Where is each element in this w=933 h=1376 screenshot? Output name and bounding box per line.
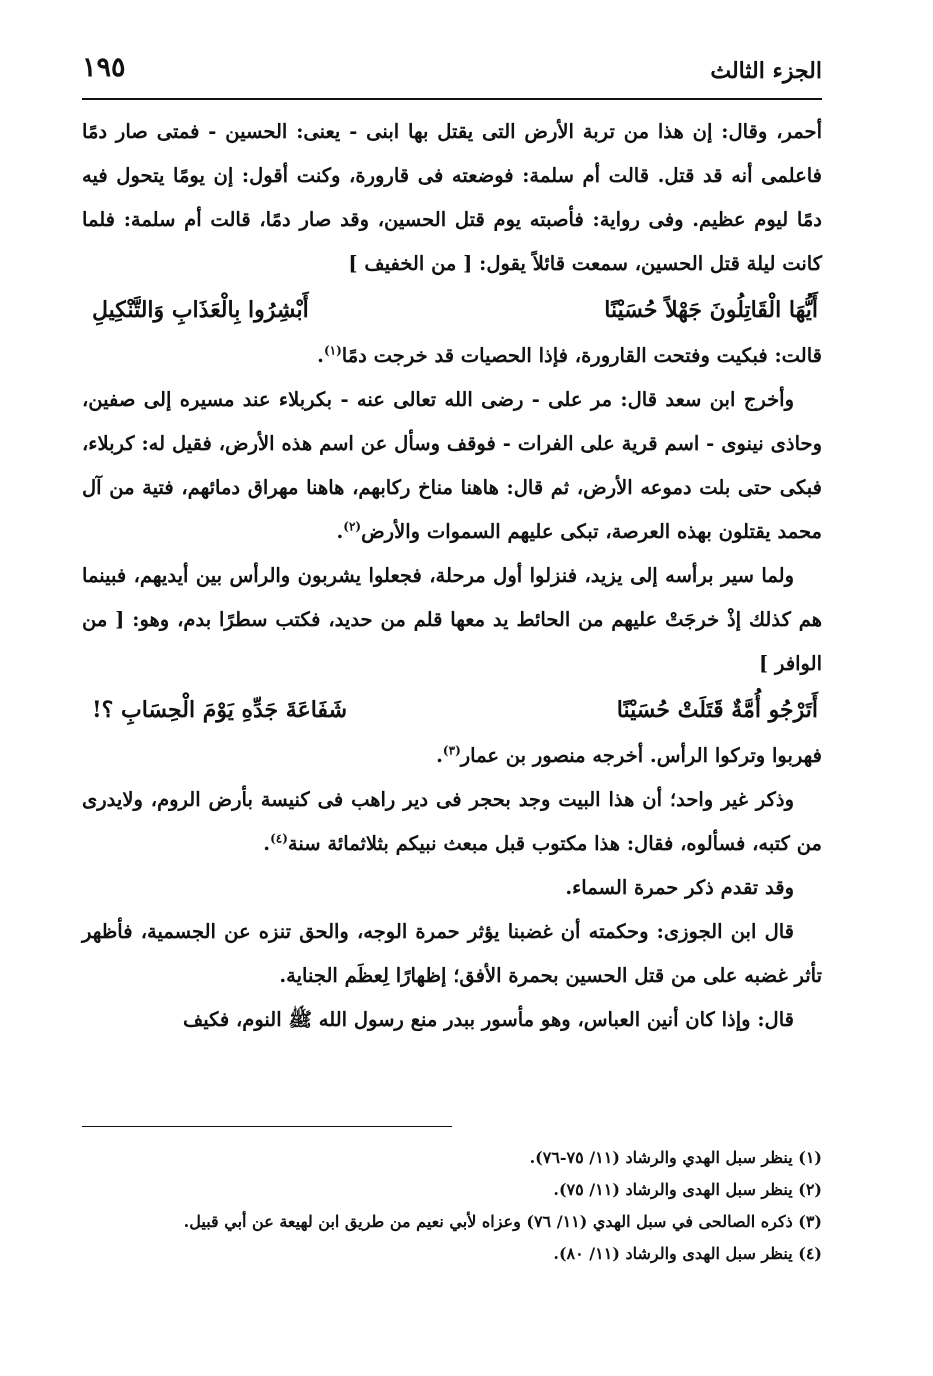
page-body bbox=[82, 110, 822, 1042]
footnote-1: (١) ينظر سبل الهدي والرشاد (١١/ ٧٥-٧٦). bbox=[529, 1148, 822, 1167]
footnote-ref-3: (٣) bbox=[442, 743, 461, 758]
period: . bbox=[263, 832, 271, 855]
footnote-ref-2: (٢) bbox=[343, 519, 362, 534]
paragraph-5-text: فهربوا وتركوا الرأس. أخرجه منصور بن عمار bbox=[460, 744, 822, 767]
verse-2-second-hemistich: شَفَاعَةَ جَدِّهِ يَوْمَ الْحِسَابِ ؟! bbox=[92, 697, 347, 723]
page-number: ١٩٥ bbox=[82, 52, 126, 83]
paragraph-4: ولما سير برأسه إلى يزيد، فنزلوا أول مرحلة، فجعلوا يشربون والرأس بين أيديهم، فبينما هم كذلك إذْ خرجَتْ عليهم من الحائط يد معها قلم من حديد، فكتب سطرًا بدم، وهو: [ من الوافر ] bbox=[82, 564, 822, 675]
footnote-rule bbox=[82, 1126, 452, 1127]
verse-2-first-hemistich: أَتَرْجُو أُمَّةٌ قَتَلَتْ حُسَيْنًا bbox=[616, 697, 818, 723]
period: . bbox=[436, 744, 443, 767]
paragraph-3 bbox=[82, 378, 822, 554]
book-page bbox=[82, 40, 822, 1263]
paragraph-2-text: قالت: فبكيت وفتحت القارورة، فإذا الحصيات قد خرجت دمًا bbox=[341, 344, 822, 367]
footnote-4: (٤) ينظر سبل الهدى والرشاد (١١/ ٨٠). bbox=[553, 1244, 822, 1263]
verse-1 bbox=[82, 286, 822, 334]
period: . bbox=[317, 344, 324, 367]
paragraph-3-text: وأخرج ابن سعد قال: مر على - رضى الله تعالى عنه - بكربلاء عند مسيره إلى صفين، وحاذى نينوى - اسم قرية على الفرات - فوقف وسأل عن اسم هذه الأرض، فقيل له: كربلاء، فبكى حتى بلت دموعه الأرض، ثم قال: هاهنا مناخ ركابهم، هاهنا مهراق دمائهم، فتية من آل محمد يقتلون بهذه العرصة، تبكى عليهم السموات والأرض bbox=[82, 388, 822, 543]
footnotes bbox=[82, 1142, 822, 1270]
footnote-ref-1: (١) bbox=[323, 343, 342, 358]
paragraph-5 bbox=[82, 734, 822, 778]
paragraph-6 bbox=[82, 778, 822, 866]
page-header bbox=[82, 40, 822, 96]
footnote-ref-4: (٤) bbox=[270, 831, 288, 846]
paragraph-8: قال ابن الجوزى: وحكمته أن غضبنا يؤثر حمرة الوجه، والحق تنزه عن الجسمية، فأظهر تأثر غضبه على من قتل الحسين بحمرة الأفق؛ إظهارًا لِعظَم الجناية. bbox=[82, 920, 822, 987]
footnote-3: (٣) ذكره الصالحى في سبل الهدي (١١/ ٧٦) وعزاه لأبي نعيم من طريق ابن لهيعة عن أبي قبيل. bbox=[183, 1212, 822, 1231]
paragraph-1: أحمر، وقال: إن هذا من تربة الأرض التى يقتل بها ابنى - يعنى: الحسين - فمتى صار دمًا فاعلمى أنه قد قتل. قالت أم سلمة: فوضعته فى قارورة، وكنت أقول: إن يومًا يتحول فيه دمًا ليوم عظيم. وفى رواية: فأصبته يوم قتل الحسين، وقد صار دمًا، قالت أم سلمة: فلما كانت ليلة قتل الحسين، سمعت قائلاً يقول: [ من الخفيف ] bbox=[82, 120, 822, 275]
paragraph-9: قال: وإذا كان أنين العباس، وهو مأسور ببدر منع رسول الله ﷺ النوم، فكيف bbox=[183, 1008, 794, 1031]
verse-2 bbox=[82, 686, 822, 734]
verse-1-first-hemistich: أَيُّهَا الْقَاتِلُونَ جَهْلاً حُسَيْنًا bbox=[604, 297, 818, 323]
paragraph-7: وقد تقدم ذكر حمرة السماء. bbox=[565, 876, 794, 899]
verse-1-second-hemistich: أَبْشِرُوا بِالْعَذَابِ وَالتَّنْكِيلِ bbox=[92, 297, 309, 323]
header-rule bbox=[82, 98, 822, 100]
period: . bbox=[336, 520, 344, 543]
paragraph-2 bbox=[82, 334, 822, 378]
running-title: الجزء الثالث bbox=[710, 58, 822, 84]
footnote-2: (٢) ينظر سبل الهدى والرشاد (١١/ ٧٥). bbox=[553, 1180, 822, 1199]
paragraph-6-text: وذكر غير واحد؛ أن هذا البيت وجد بحجر فى دير راهب فى كنيسة بأرض الروم، ولايدرى من كتبه، فسألوه، فقال: هذا مكتوب قبل مبعث نبيكم بثلاثمائة سنة bbox=[82, 788, 822, 855]
